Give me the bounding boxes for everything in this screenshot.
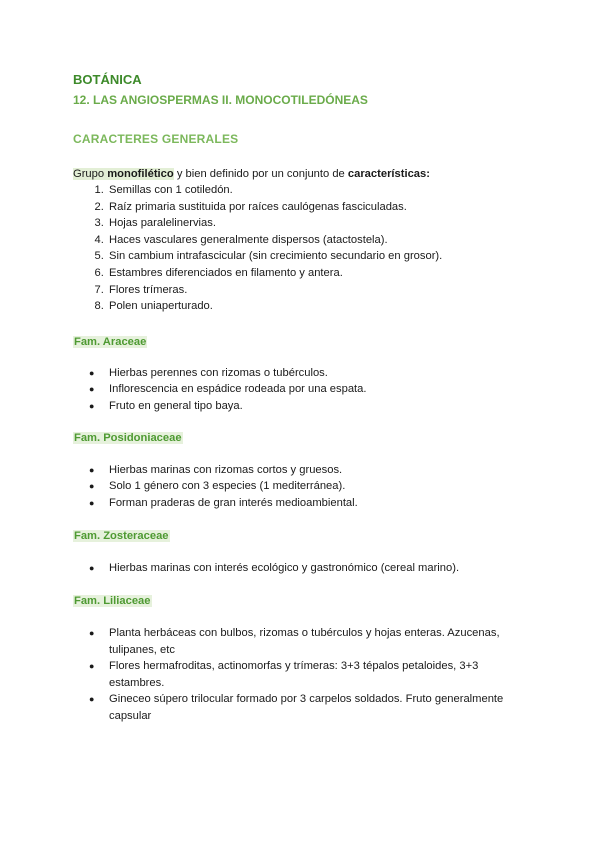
family-name: Fam. Zosteraceae xyxy=(74,530,169,543)
characteristic-item: 4. Haces vasculares generalmente dispersos (atactostela). xyxy=(107,232,543,249)
family-name: Fam. Araceae xyxy=(74,335,147,348)
list-item: ● Forman praderas de gran interés medioambiental. xyxy=(109,495,543,512)
family-heading-posidoniaceae xyxy=(73,431,543,446)
list-item: ● Solo 1 género con 3 especies (1 mediterránea). xyxy=(109,478,543,495)
list-item: ● Hierbas marinas con interés ecológico y gastronómico (cereal marino). xyxy=(109,560,543,577)
list-item: ● Gineceo súpero trilocular formado por 3 carpelos soldados. Fruto generalmente capsular xyxy=(109,691,509,724)
list-item: ● Hierbas perennes con rizomas o tubérculos. xyxy=(109,365,543,382)
characteristic-item: 1. Semillas con 1 cotiledón. xyxy=(107,182,543,199)
document-title: BOTÁNICA xyxy=(73,72,142,87)
list-item: ● Inflorescencia en espádice rodeada por una espata. xyxy=(109,381,543,398)
section-heading: CARACTERES GENERALES xyxy=(73,132,239,146)
characteristic-item: 3. Hojas paralelinervias. xyxy=(107,215,543,232)
list-item: ● Planta herbáceas con bulbos, rizomas o tubérculos y hojas enteras. Azucenas, tulipanes, etc xyxy=(109,625,509,658)
family-heading-araceae xyxy=(73,335,543,350)
list-item: ● Hierbas marinas con rizomas cortos y gruesos. xyxy=(109,462,543,479)
family-list-zosteraceae xyxy=(73,560,543,577)
characteristic-item: 5. Sin cambium intrafascicular (sin crecimiento secundario en grosor). xyxy=(107,248,543,265)
family-name: Fam. Liliaceae xyxy=(74,594,151,607)
characteristic-item: 2. Raíz primaria sustituida por raíces caulógenas fasciculadas. xyxy=(107,199,543,216)
characteristic-item: 6. Estambres diferenciados en filamento y antera. xyxy=(107,265,543,282)
family-name: Fam. Posidoniaceae xyxy=(74,431,182,444)
family-heading-zosteraceae xyxy=(73,529,543,544)
family-heading-liliaceae xyxy=(73,594,543,609)
intro-paragraph xyxy=(73,167,543,182)
chapter-title: 12. LAS ANGIOSPERMAS II. MONOCOTILEDÓNEAS xyxy=(73,93,368,107)
list-item: ● Flores hermafroditas, actinomorfas y trímeras: 3+3 tépalos petaloides, 3+3 estambres. xyxy=(109,658,509,691)
list-item: ● Fruto en general tipo baya. xyxy=(109,398,543,415)
intro-caracteristicas: características: xyxy=(347,168,430,180)
intro-middle: y bien definido por un conjunto de xyxy=(173,168,348,180)
characteristics-list xyxy=(73,182,543,315)
intro-word-grupo: Grupo xyxy=(73,168,108,180)
family-list-posidoniaceae xyxy=(73,462,543,512)
document-page xyxy=(73,72,543,724)
intro-monofiletico: monofilético xyxy=(107,168,174,180)
characteristic-item: 7. Flores trímeras. xyxy=(107,282,543,299)
family-list-liliaceae xyxy=(73,625,509,725)
family-list-araceae xyxy=(73,365,543,415)
characteristic-item: 8. Polen uniaperturado. xyxy=(107,298,543,315)
